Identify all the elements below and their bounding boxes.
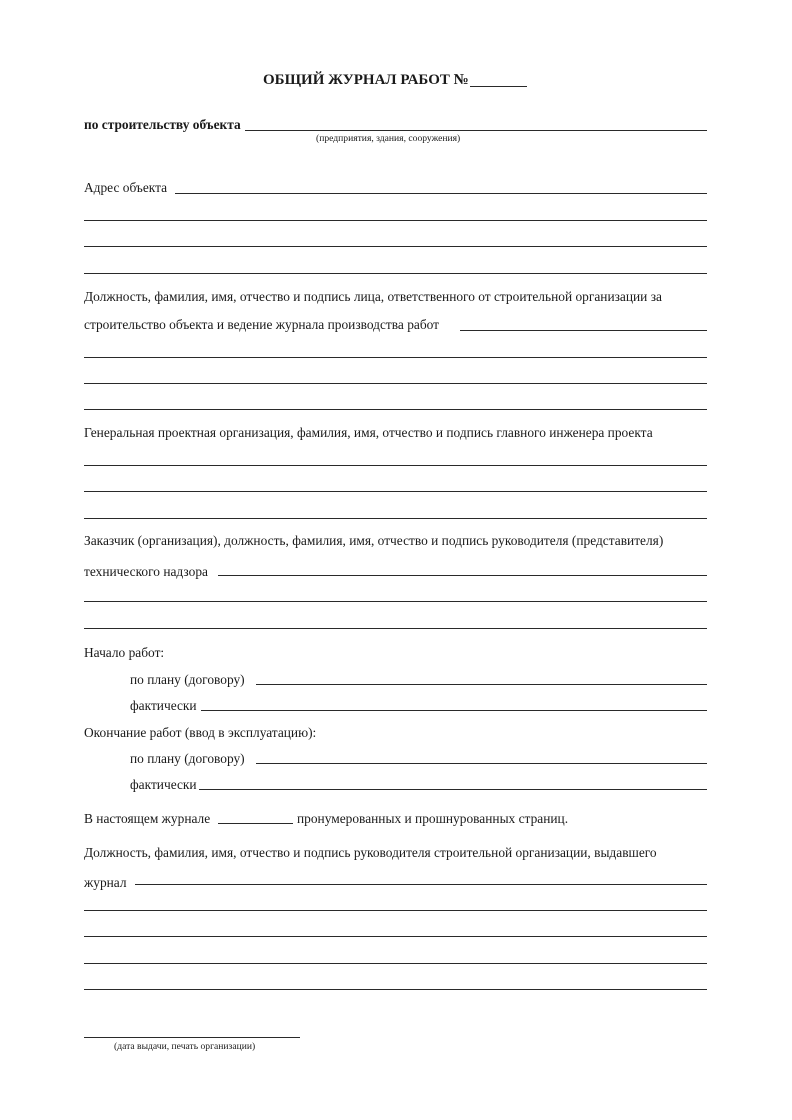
general-design-label: Генеральная проектная организация, фамилия, имя, отчество и подпись главного инженера проекта — [84, 425, 653, 440]
address-label: Адрес объекта — [84, 180, 168, 195]
customer-label-line-1: Заказчик (организация), должность, фамилия, имя, отчество и подпись руководителя (представителя) — [84, 533, 664, 548]
responsible-label-line-2: строительство объекта и ведение журнала производства работ — [84, 317, 440, 332]
start-label: Начало работ: — [84, 645, 165, 660]
start-plan-field[interactable] — [256, 684, 707, 685]
customer-field-line-3[interactable] — [84, 628, 707, 629]
issue-date-field[interactable] — [84, 1037, 300, 1038]
responsible-field-line-1[interactable] — [460, 330, 707, 331]
end-plan-field[interactable] — [256, 763, 707, 764]
end-actual-field[interactable] — [199, 789, 707, 790]
general-design-field-line-3[interactable] — [84, 518, 707, 519]
pages-count-field[interactable] — [218, 823, 293, 824]
start-plan-label: по плану (договору) — [130, 672, 245, 687]
responsible-label-line-1: Должность, фамилия, имя, отчество и подпись лица, ответственного от строительной организации за — [84, 289, 662, 304]
customer-field-line-2[interactable] — [84, 601, 707, 602]
pages-suffix: пронумерованных и прошнурованных страниц. — [297, 811, 569, 826]
footer-caption: (дата выдачи, печать организации) — [114, 1041, 256, 1052]
issuer-field-line-4[interactable] — [84, 963, 707, 964]
address-field-line-1[interactable] — [175, 193, 707, 194]
end-plan-label: по плану (договору) — [130, 751, 245, 766]
address-field-line-3[interactable] — [84, 246, 707, 247]
responsible-field-line-4[interactable] — [84, 409, 707, 410]
object-field[interactable] — [245, 130, 707, 131]
general-design-field-line-1[interactable] — [84, 465, 707, 466]
address-field-line-2[interactable] — [84, 220, 707, 221]
issuer-label-line-2: журнал — [84, 875, 127, 890]
object-caption: (предприятия, здания, сооружения) — [316, 133, 461, 144]
issuer-field-line-3[interactable] — [84, 936, 707, 937]
issuer-field-line-1[interactable] — [135, 884, 707, 885]
end-actual-label: фактически — [130, 777, 197, 792]
responsible-field-line-3[interactable] — [84, 383, 707, 384]
end-label: Окончание работ (ввод в эксплуатацию): — [84, 725, 317, 740]
issuer-field-line-5[interactable] — [84, 989, 707, 990]
start-actual-field[interactable] — [201, 710, 707, 711]
customer-field-line-1[interactable] — [218, 575, 707, 576]
customer-label-line-2: технического надзора — [84, 564, 208, 579]
responsible-field-line-2[interactable] — [84, 357, 707, 358]
issuer-label-line-1: Должность, фамилия, имя, отчество и подпись руководителя строительной организации, выдавшего — [84, 845, 657, 860]
page-title: ОБЩИЙ ЖУРНАЛ РАБОТ № — [263, 72, 469, 88]
journal-number-field[interactable] — [470, 86, 527, 87]
issuer-field-line-2[interactable] — [84, 910, 707, 911]
pages-prefix: В настоящем журнале — [84, 811, 211, 826]
start-actual-label: фактически — [130, 698, 197, 713]
object-label: по строительству объекта — [84, 117, 241, 132]
general-design-field-line-2[interactable] — [84, 491, 707, 492]
address-field-line-4[interactable] — [84, 273, 707, 274]
